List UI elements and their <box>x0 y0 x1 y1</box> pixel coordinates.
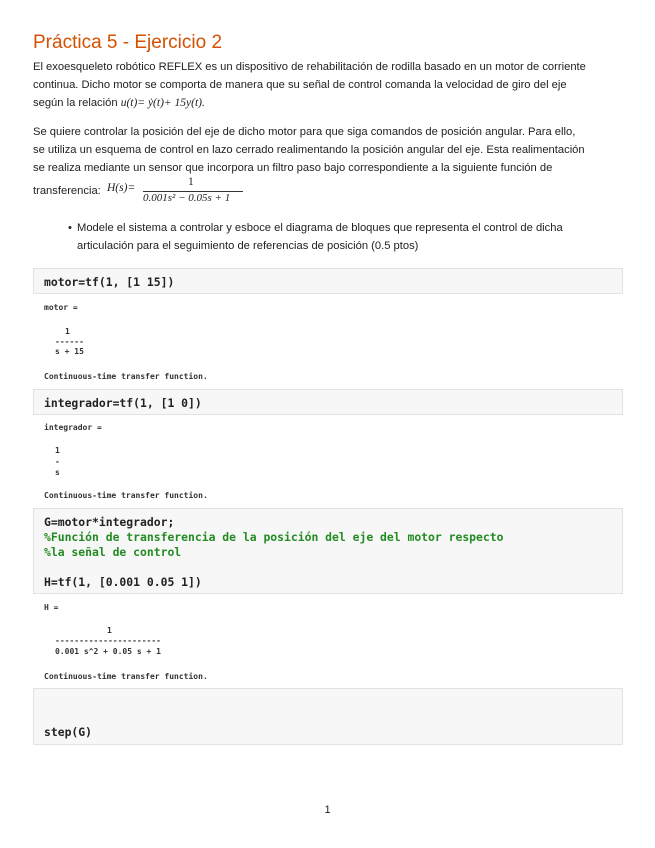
code-line: step(G) <box>44 725 93 739</box>
motor-equation: u(t)= ẏ(t)+ 15y(t). <box>120 97 205 109</box>
output-h-den: 0.001 s^2 + 0.05 s + 1 <box>55 647 161 656</box>
output-motor-num: 1 <box>65 327 70 336</box>
code-line: integrador=tf(1, [1 0]) <box>44 396 202 410</box>
output-motor-bar: ------ <box>55 337 84 346</box>
code-block-g-h[interactable] <box>33 508 623 594</box>
tf-label: transferencia: <box>33 185 101 197</box>
code-line: motor=tf(1, [1 15]) <box>44 275 175 289</box>
code-comment-1: %Función de transferencia de la posición del eje del motor respecto <box>44 530 504 544</box>
code-line-h: H=tf(1, [0.001 0.05 1]) <box>44 575 202 589</box>
code-block-integrador[interactable] <box>33 389 623 415</box>
code-blank-line <box>44 560 612 575</box>
tf-denominator: 0.001s² − 0.05s + 1 <box>143 192 231 204</box>
control-paragraph <box>33 123 623 177</box>
output-integrador-bar: - <box>55 457 60 466</box>
output-h-bar: ---------------------- <box>55 636 161 645</box>
code-line-g: G=motor*integrador; <box>44 515 175 529</box>
intro-line-1: El exoesqueleto robótico REFLEX es un dispositivo de rehabilitación de rodilla basado en un motor de corriente <box>33 61 586 73</box>
intro-line-3-text: según la relación <box>33 97 118 109</box>
code-comment-2: %la señal de control <box>44 545 182 559</box>
bullet-icon: • <box>68 222 72 234</box>
tf-lhs: H(s)= <box>107 182 136 194</box>
output-h-footer: Continuous-time transfer function. <box>44 672 208 681</box>
output-motor-header: motor = <box>44 303 78 312</box>
output-h-num: 1 <box>107 626 112 635</box>
output-integrador-den: s <box>55 468 60 477</box>
control-line-2: se utiliza un esquema de control en lazo cerrado realimentando la posición angular del eje. Esta realimentación <box>33 144 585 156</box>
intro-line-3 <box>33 94 623 112</box>
intro-line-2: continua. Dicho motor se comporta de manera que su señal de control comanda la velocidad de giro del eje <box>33 79 567 91</box>
page-title: Práctica 5 - Ejercicio 2 <box>33 32 223 53</box>
intro-paragraph <box>33 58 623 112</box>
tf-numerator: 1 <box>188 176 194 188</box>
output-integrador-footer: Continuous-time transfer function. <box>44 491 208 500</box>
output-integrador-num: 1 <box>55 446 60 455</box>
bullet-line-1: Modele el sistema a controlar y esboce el diagrama de bloques que representa el control de dicha <box>77 222 563 234</box>
output-motor-footer: Continuous-time transfer function. <box>44 372 208 381</box>
output-h-header: H = <box>44 603 59 612</box>
output-motor-den: s + 15 <box>55 347 84 356</box>
control-line-3: se realiza mediante un sensor que incorpora un filtro paso bajo correspondiente a la siguiente función de <box>33 162 553 174</box>
page-number: 1 <box>324 804 331 816</box>
code-block-step[interactable] <box>33 688 623 745</box>
control-line-1: Se quiere controlar la posición del eje de dicho motor para que siga comandos de posición angular. Para ello, <box>33 126 576 138</box>
bullet-line-2: articulación para el seguimiento de referencias de posición (0.5 ptos) <box>77 240 419 252</box>
output-integrador-header: integrador = <box>44 423 102 432</box>
code-block-motor[interactable] <box>33 268 623 294</box>
